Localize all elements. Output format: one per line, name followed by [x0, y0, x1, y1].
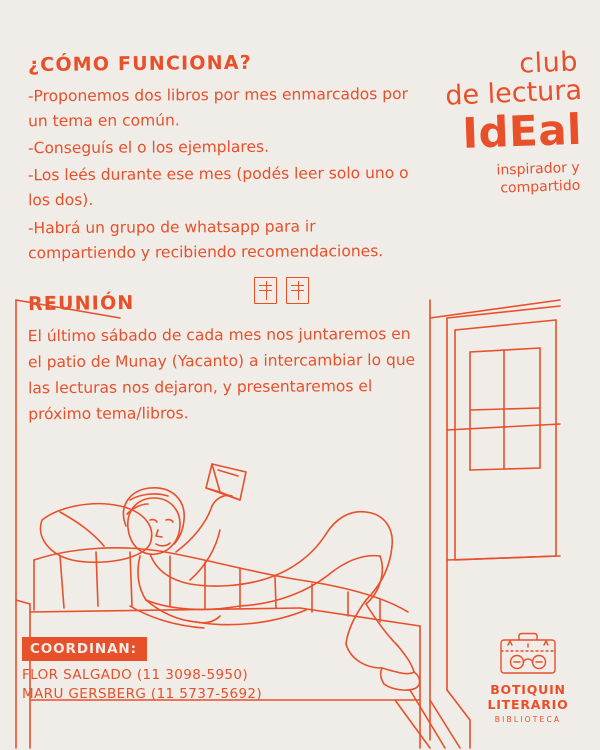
coordinator-contact: MARU GERSBERG (11 5737-5692) [22, 686, 263, 702]
coordinators-block [22, 637, 287, 702]
logo-name-line2: LITERARIO [487, 696, 569, 712]
meeting-section [28, 291, 428, 426]
coordinators-heading: COORDINAN: [22, 637, 147, 661]
brand-line-club: club [518, 46, 579, 80]
logo-subtitle: BIBLIOTECA [494, 715, 562, 724]
brand-tagline-line2: compartido [500, 176, 581, 196]
poster-content [28, 52, 428, 426]
list-item: -Habrá un grupo de whatsapp para ir compartiendo y recibiendo recomendaciones. [27, 217, 384, 262]
brand-tagline-line1: inspirador y [496, 159, 580, 179]
book-icon [254, 277, 277, 304]
book-icons-group [254, 277, 309, 304]
meeting-text: El último sábado de cada mes nos juntaremos en el patio de Munay (Yacanto) a intercambiar lo que las lecturas nos dejaron, y presentaremos el próximo tema/libros. [27, 324, 416, 424]
suitcase-icon [497, 631, 559, 677]
botiquin-literario-logo [478, 631, 578, 724]
list-item: -Conseguís el o los ejemplares. [27, 137, 270, 158]
book-icon [286, 277, 309, 304]
coordinator-contact: FLOR SALGADO (11 3098-5950) [22, 667, 249, 683]
how-it-works-title: ¿CÓMO FUNCIONA? [27, 51, 253, 77]
brand-line-de-lectura: de lectura [444, 75, 583, 113]
list-item: -Proponemos dos libros por mes enmarcados por un tema en común. [27, 84, 409, 131]
brand-line-ideal: IdEal [461, 104, 583, 158]
list-item: -Los leés durante ese mes (podés leer solo uno o los dos). [27, 164, 409, 210]
meeting-title: REUNIÓN [27, 291, 135, 315]
logo-name-line1: BOTIQUIN [490, 682, 566, 698]
how-it-works-list [28, 83, 428, 265]
